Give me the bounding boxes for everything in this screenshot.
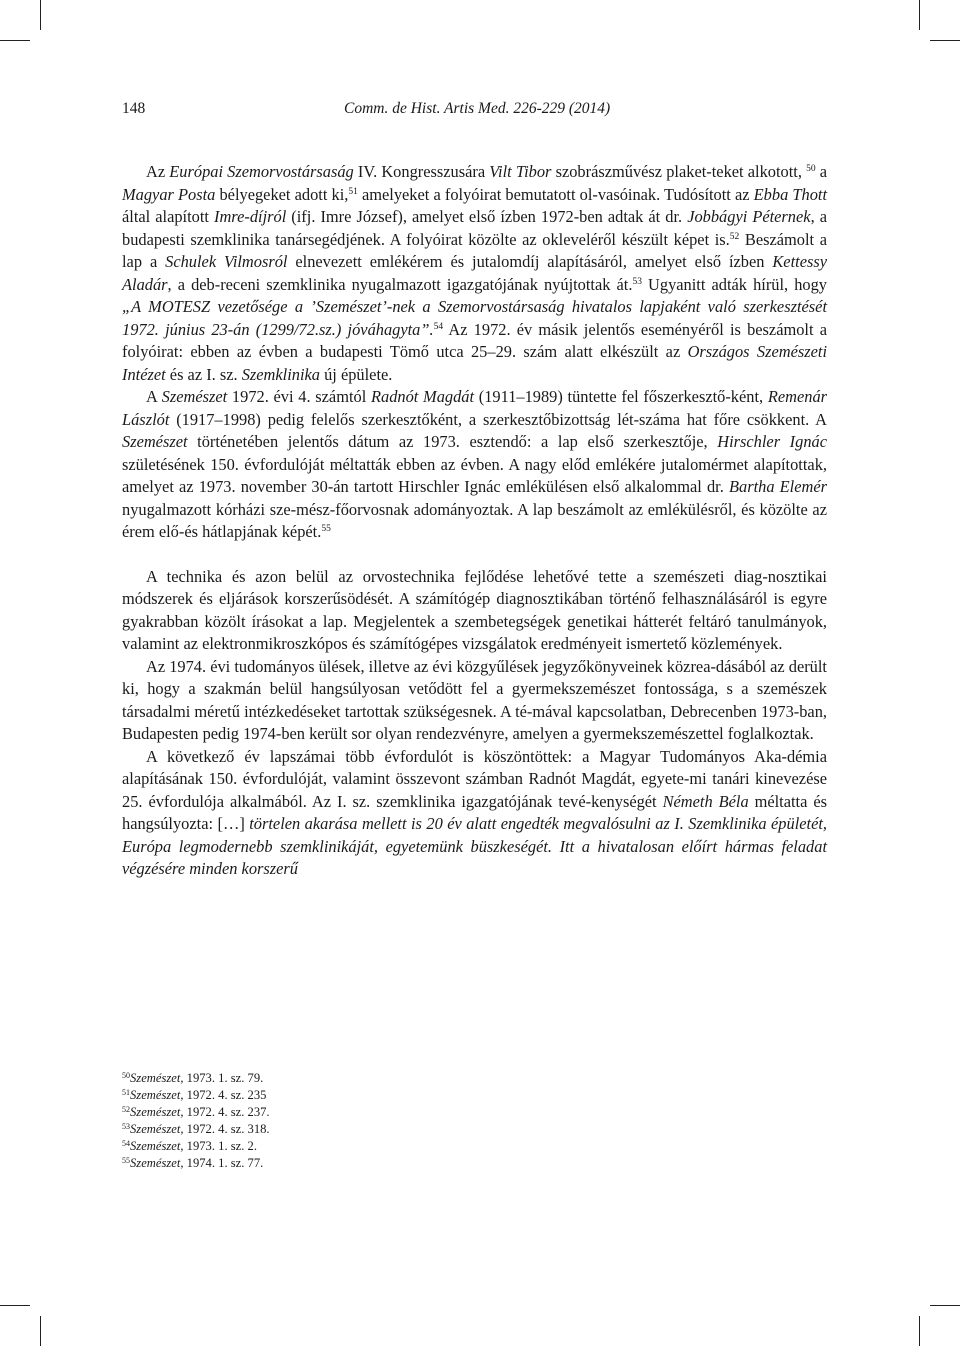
footnote-number: 50: [122, 1071, 130, 1080]
text-run: (1911–1989) tüntette fel főszerkesztő-ként,: [474, 387, 768, 406]
footnote-number: 51: [122, 1088, 130, 1097]
italic-text: Szemészet: [161, 387, 228, 406]
footnote-number: 54: [122, 1139, 130, 1148]
body-text: [122, 161, 827, 881]
italic-text: Európai Szemorvostársaság: [169, 162, 354, 181]
text-run: A technika és azon belül az orvostechnika fejlődése lehetővé tette a szemészeti diag-nosztikai módszerek és eljárások korszerűsödését. A számítógép diagnosztikában történő felhasználásáról is egyre gyakrabban közölt írásokat a lap. Megjelentek a szembetegségek genetikai hátterét feltáró tanulmányok, valamint az elektronmikroszkópos és számítógépes vizsgálatok eredményeit ismertető közlemények.: [122, 566, 827, 653]
footnote-number: 53: [122, 1122, 130, 1131]
footnote-source: Szemészet,: [130, 1088, 184, 1102]
text-run: Az 1972. év másik jelentős eseményéről is beszámolt a folyóirat: ebben az évben a budapesti Tömő utca 25–29. szám alatt elkészült az: [122, 319, 827, 361]
italic-text: törtelen akarása mellett is 20 év alatt engedték megvalósulni az I. Szemklinika épületét, Európa legmodernebb szemklinikáját, egyetemünk büszkeségét. Itt a hivatalosan előírt hármas feladat végzésére minden korszerű: [122, 814, 827, 878]
crop-mark-top-left-h: [0, 40, 30, 41]
running-title: Comm. de Hist. Artis Med. 226-229 (2014): [344, 100, 611, 117]
footnote-reference: 1972. 4. sz. 237.: [183, 1105, 270, 1119]
italic-text: Remenár Lászlót: [122, 387, 828, 429]
text-run: és az I. sz.: [165, 364, 242, 384]
text-run: Beszámolt a lap a: [122, 229, 827, 271]
text-run: (1917–1998) pedig felelős szerkesztőként, a szerkesztőbizottság lét-száma hat főre csökkent. A: [169, 409, 827, 429]
page-number: 148: [122, 100, 146, 117]
italic-text: Kettessy Aladár: [122, 252, 827, 294]
text-run: születésének 150. évfordulóját méltatták ebben az évben. A nagy előd emlékére jutalomérmet alapítottak, amelyet az 1973. november 30-án tartott Hirschler Ignác emlékülésen első alkalommal dr.: [122, 454, 827, 496]
paragraph: [122, 161, 827, 386]
text-run: bélyegeket adott ki,: [215, 184, 349, 204]
paragraph: [122, 656, 827, 746]
crop-mark-top-right: [919, 0, 920, 30]
paragraph: [122, 566, 827, 656]
text-run: nyugalmazott kórházi sze-mész-főorvosnak adományoztak. A lap beszámolt az emlékülésről, és közölte az érem elő-és hátlapjának képét.: [122, 499, 827, 541]
footnote-reference: 1973. 1. sz. 2.: [183, 1139, 257, 1153]
italic-text: Vilt Tibor: [489, 162, 552, 181]
text-run: Ugyanitt adták hírül, hogy: [641, 274, 827, 294]
italic-text: „A MOTESZ vezetősége a ’Szemészet’-nek a Szemorvostársaság hivatalos lapjaként való szerkesztését 1972. június 23-án (1299/72.sz.) jóváhagyta”.: [122, 297, 827, 339]
footnote-ref: 52: [729, 231, 740, 242]
footnote-reference: 1972. 4. sz. 318.: [183, 1122, 270, 1136]
footnote: [122, 1121, 722, 1138]
paragraph: [122, 386, 827, 544]
italic-text: Szemészet: [122, 432, 188, 451]
text-run: , a budapesti szemklinika tanársegédjének. A folyóirat közölte az okleveléről készült képet is.: [122, 207, 827, 249]
text-run: a: [815, 162, 828, 181]
footnote-source: Szemészet,: [130, 1105, 184, 1119]
italic-text: Szemklinika: [241, 364, 320, 384]
footnote-source: Szemészet,: [130, 1139, 184, 1153]
footnote-number: 55: [122, 1156, 130, 1165]
footnotes: [122, 1070, 722, 1172]
footnote-ref: 53: [632, 276, 642, 287]
italic-text: Németh Béla: [662, 791, 749, 811]
text-run: elnevezett emlékérem és jutalomdíj alapításáról, amelyet első ízben: [287, 252, 773, 271]
italic-text: Magyar Posta: [122, 184, 216, 204]
footnote-source: Szemészet,: [130, 1122, 184, 1136]
footnote-source: Szemészet,: [130, 1071, 184, 1085]
text-run: A: [146, 387, 162, 406]
text-run: 1972. évi 4. számtól: [227, 387, 371, 406]
footnote-ref: 55: [321, 524, 331, 534]
italic-text: Bartha Elemér: [728, 477, 827, 496]
footnote-source: Szemészet,: [130, 1156, 184, 1170]
text-run: új épülete.: [320, 364, 393, 384]
italic-text: Ebba Thott: [753, 184, 828, 204]
footnote-ref: 54: [433, 321, 444, 332]
footnote-reference: 1974. 1. sz. 77.: [183, 1156, 264, 1170]
italic-text: Radnót Magdát: [370, 387, 475, 406]
text-run: történetében jelentős dátum az 1973. esztendő: a lap első szerkesztője,: [187, 432, 718, 451]
crop-mark-bottom-right: [919, 1316, 920, 1346]
text-run: IV. Kongresszusára: [353, 162, 490, 181]
footnote: [122, 1070, 722, 1087]
footnote: [122, 1104, 722, 1121]
footnote-ref: 50: [806, 164, 816, 174]
footnote: [122, 1087, 722, 1104]
crop-mark-top-right-h: [930, 40, 960, 41]
text-run: Az: [146, 162, 170, 181]
text-run: szobrászművész plaket-teket alkotott,: [551, 162, 807, 181]
italic-text: Hirschler Ignác: [717, 432, 827, 451]
italic-text: Jobbágyi Péternek: [687, 207, 811, 226]
text-run: Az 1974. évi tudományos ülések, illetve az évi közgyűlések jegyzőkönyveinek közrea-dásából az derült ki, hogy a szakmán belül hangsúlyosan vetődött fel a gyermekszemészet fontossága, s a szemészek társadalmi méretű intézkedéseket tartottak szükségesnek. A té-mával kapcsolatban, Debrecenben 1973-ban, Budapesten pedig 1974-ben került sor olyan rendezvényre, amelyen a gyermekszemészettel foglalkoztak.: [122, 656, 827, 743]
text-run: (ifj. Imre József), amelyet első ízben 1972-ben adtak át dr.: [286, 207, 688, 226]
italic-text: Schulek Vilmosról: [165, 252, 288, 271]
italic-text: Imre-díjról: [214, 207, 287, 226]
footnote-ref: 51: [348, 186, 358, 197]
text-run: A következő év lapszámai több évfordulót is köszöntöttek: a Magyar Tudományos Aka-démia alapításának 150. évfordulóját, valamint összevont számban Radnót Magdát, egyete-mi tanári kinevezése 25. évfordulója alkalmából. Az I. sz. szemklinika igazgatójának tevé-kenységét: [122, 746, 827, 811]
text-run: méltatta és hangsúlyozta: […]: [122, 791, 827, 833]
text-run: amelyeket a folyóirat bemutatott ol-vasóinak. Tudósított az: [357, 184, 754, 204]
crop-mark-top-left: [40, 0, 41, 30]
footnote-reference: 1973. 1. sz. 79.: [183, 1071, 264, 1085]
footnote-reference: 1972. 4. sz. 235: [183, 1088, 267, 1102]
text-run: , a deb-receni szemklinika nyugalmazott igazgatójának nyújtottak át.: [167, 274, 633, 294]
italic-text: Országos Szemészeti Intézet: [122, 342, 827, 384]
footnote-number: 52: [122, 1105, 130, 1114]
footnote: [122, 1155, 722, 1172]
footnote: [122, 1138, 722, 1155]
crop-mark-bottom-right-h: [930, 1305, 960, 1306]
paragraph: [122, 746, 827, 881]
text-run: által alapított: [122, 207, 215, 226]
crop-mark-bottom-left-h: [0, 1305, 30, 1306]
crop-mark-bottom-left: [40, 1316, 41, 1346]
